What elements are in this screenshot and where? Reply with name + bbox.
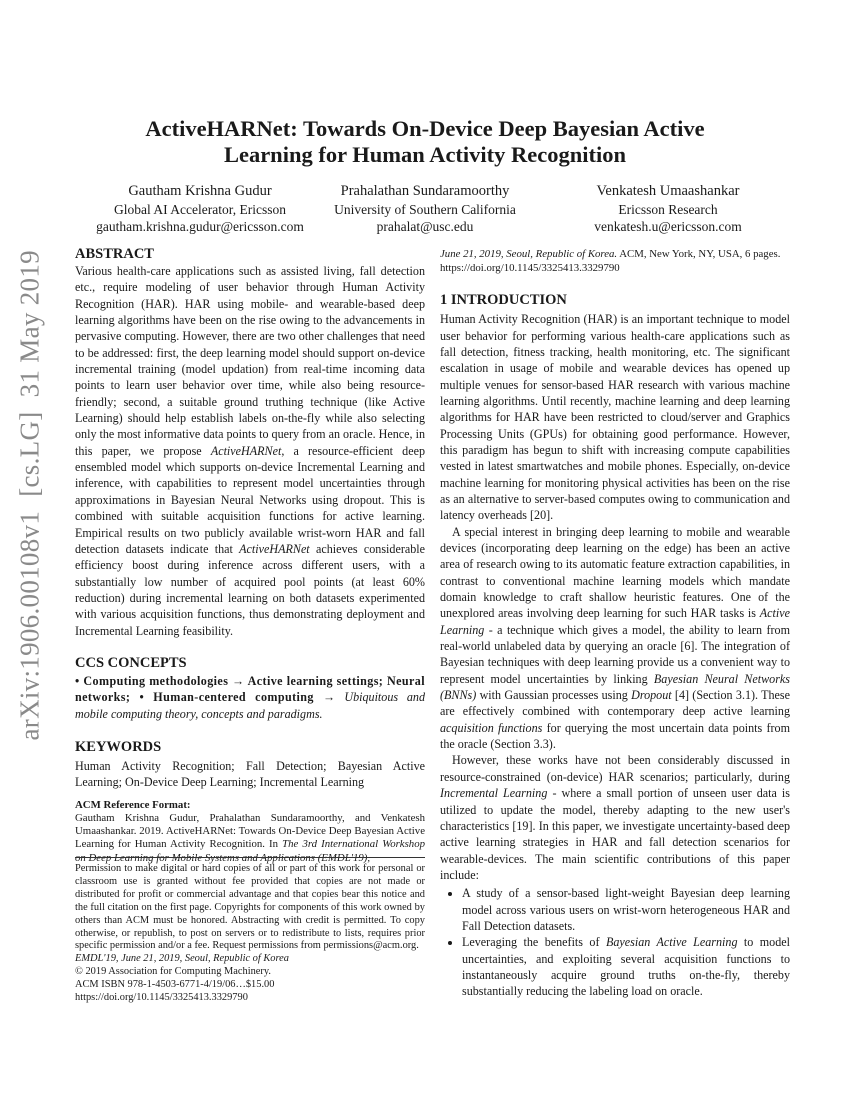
emphasis-text: Ubiquitous and mobile computing theory, concepts and paradigms. <box>75 690 425 721</box>
author-affiliation: University of Southern California <box>334 202 516 217</box>
contribution-item <box>462 885 790 934</box>
emphasis-text: ActiveHARNet <box>239 541 310 556</box>
author-email: prahalat@usc.edu <box>376 219 474 234</box>
author-block <box>295 183 555 235</box>
text-run: , a resource-efficient deep ensembled model which supports on-device Incremental Learning and inference, with capabilities to represent model uncertainties through approximations in Bayesian Neural Networks using dropout. This is combined with suitable acquisition functions for active learning. Empirical results on two publicly available wrist-worn HAR and fall detection datasets indicate that <box>75 443 426 556</box>
text-run: - a technique which gives a model, the ability to learn from real-world unlabeled data by querying an oracle [6]. The integration of Bayesian techniques with deep learning provide us a convenient way to represent model uncertainties by linking <box>440 622 790 686</box>
author-name: Gautham Krishna Gudur <box>128 183 272 199</box>
author-block <box>70 183 330 235</box>
text-run: [4] (Section 3.1). These are effectively combined with contemporary deep active learning <box>440 688 790 719</box>
author-affiliation: Ericsson Research <box>618 202 718 217</box>
title-line: Learning for Human Activity Recognition <box>223 142 627 167</box>
emphasis-text: Dropout <box>631 688 672 703</box>
emphasis-text: The 3rd International Workshop on Deep Learning for Mobile Systems and Applications (EMDL'19), <box>75 838 425 864</box>
text-run: Leveraging the benefits of <box>462 935 606 950</box>
bold-text: • Computing methodologies → Active learning settings; Neural networks; • Human-centered computing → <box>75 673 425 705</box>
text-run: Human Activity Recognition (HAR) is an important technique to model user behavior for performing various health-care applications such as fall detection, fitness tracking, health monitoring, etc. The significant escalation in usage of mobile and wearable devices has opened up multiple venues for sensor-based HAR research with various machine learning algorithms. Until recently, machine learning and deep learning algorithms for HAR have been restricted to cloud/server and Graphics Processing Units (GPUs) for obtaining good performance. However, this paradigm has begun to shift with increasing compute capabilities vested in latest smartwatches and mobile phones. Especially, on-device machine learning for monitoring physical activities has been on the rise as an alternative to server-based computes owing to communication and latency overheads [20]. <box>440 312 790 523</box>
emphasis-text: Bayesian Active Learning <box>605 935 738 950</box>
emphasis-text: ActiveHARNet <box>210 443 282 458</box>
text-run: Gautham Krishna Gudur, Prahalathan Sundaramoorthy, and Venkatesh Umaashankar. 2019. ActiveHARNet: Towards On-Device Deep Bayesian Active Learning for Human Activity Recognition. In <box>75 811 425 851</box>
footnote <box>75 863 425 1005</box>
text-run: achieves considerable efficiency boost during inference across different users, with a substantially low number of acquired pool points (at least 60% reduction) during incremental learning on both datasets experimented with various acquisition functions, thus demonstrating deployment and Incremental Learning feasibility. <box>75 541 425 638</box>
emphasis-text: Bayesian Neural Networks (BNNs) <box>440 671 790 703</box>
doi-link[interactable]: https://doi.org/10.1145/3325413.3329790 <box>75 992 248 1004</box>
author-name: Prahalathan Sundaramoorthy <box>340 183 510 199</box>
abstract-text <box>75 263 425 639</box>
author-name: Venkatesh Umaashankar <box>596 183 740 199</box>
venue-line: EMDL'19, June 21, 2019, Seoul, Republic of Korea <box>75 953 289 965</box>
text-run: ACM, New York, NY, USA, 6 pages. https://doi.org/10.1145/3325413.3329790 <box>440 248 781 274</box>
author-affiliation: Global AI Accelerator, Ericsson <box>114 202 286 217</box>
text-run: A special interest in bringing deep learning to mobile and wearable devices (incorporating deep learning on the edge) has been an active area of research owing to its automatic feature extraction capabilities, in contrast to conventional machine learning models which mandate domain knowledge to craft shallow heuristic features. One of the unexplored areas involving deep learning for such HAR tasks is <box>440 524 790 621</box>
keywords-heading: KEYWORDS <box>75 738 162 755</box>
left-column <box>75 245 425 865</box>
contributions-list <box>440 885 790 999</box>
title-line: ActiveHARNet: Towards On-Device Deep Bayesian Active <box>145 116 705 141</box>
right-column <box>440 248 790 1000</box>
author-email: venkatesh.u@ericsson.com <box>594 219 742 234</box>
acm-reference-heading: ACM Reference Format: <box>75 798 191 811</box>
text-run: - where a small portion of unseen user data is utilized to update the model, thereby adapting to the new user's characteristics [19]. In this paper, we investigate uncertainty-based deep active learning strategies in HAR and fall detection scenarios for wearable-devices. The main scientific contributions of this paper include: <box>440 786 790 882</box>
paper-title <box>80 116 770 168</box>
intro-paragraph <box>440 524 790 753</box>
text-run: Various health-care applications such as assisted living, fall detection etc., require modeling of user behavior through Human Activity Recognition (HAR). HAR using mobile- and wearable-based deep learning algorithms have been on the rise owing to the advancements in pervasive computing. However, there are two other challenges that need to be addressed: first, the deep learning model should support on-device incremental training (model updation) from real-time incoming data points to learn user behavior over time, while also being resource-friendly; second, a suitable ground truthing technique (like Active Learning) should help establish labels on-the-fly while also selecting only the most informative data points to query from an oracle. Hence, in this paper, we propose <box>75 264 425 458</box>
emphasis-text: Active Learning <box>440 606 790 637</box>
isbn-line: ACM ISBN 978-1-4503-6771-4/19/06…$15.00 <box>75 979 275 991</box>
text-run: with Gaussian processes using <box>476 688 632 703</box>
text-run: A study of a sensor-based light-weight Bayesian deep learning model across various users on wrist-worn heterogeneous HAR and Fall Detection datasets. <box>462 886 790 933</box>
emphasis-text: Incremental Learning <box>440 786 548 801</box>
author-block <box>538 183 798 235</box>
text-run: for querying the most uncertain data points from the oracle (Section 3.3). <box>440 720 790 752</box>
intro-paragraph <box>440 752 790 883</box>
keywords-text: Human Activity Recognition; Fall Detection; Bayesian Active Learning; On-Device Deep Learning; Incremental Learning <box>75 758 425 790</box>
intro-paragraph <box>440 311 790 523</box>
copyright-line: © 2019 Association for Computing Machinery. <box>75 966 271 978</box>
emphasis-text: June 21, 2019, Seoul, Republic of Korea. <box>440 248 618 260</box>
acm-reference-continuation <box>440 248 790 275</box>
text-run: However, these works have not been considerably discussed in resource-constrained (on-device) HAR scenarios; particularly, during <box>440 753 790 784</box>
text-run: to model uncertainties, and exploiting several acquisition functions to instantaneously acquire ground truths on-the-fly, thereby substantially reducing the labeling load on oracle. <box>462 935 791 999</box>
ccs-text <box>75 673 425 722</box>
ccs-heading: CCS CONCEPTS <box>75 654 187 671</box>
abstract-heading: ABSTRACT <box>75 246 154 262</box>
contribution-item <box>462 934 790 999</box>
footnote-divider <box>75 857 425 858</box>
author-email: gautham.krishna.gudur@ericsson.com <box>96 219 304 234</box>
permission-notice: Permission to make digital or hard copies of all or part of this work for personal or classroom use is granted without fee provided that copies are not made or distributed for profit or commercial advantage and that copies bear this notice and the full citation on the first page. Copyrights for components of this work owned by others than ACM must be honored. Abstracting with credit is permitted. To copy otherwise, or republish, to post on servers or to redistribute to lists, requires prior specific permission and/or a fee. Request permissions from permissions@acm.org. <box>75 863 425 952</box>
emphasis-text: acquisition functions <box>440 720 543 735</box>
introduction-heading: 1 INTRODUCTION <box>440 292 567 309</box>
arxiv-identifier-stamp: arXiv:1906.00108v1 [cs.LG] 31 May 2019 <box>14 250 45 741</box>
